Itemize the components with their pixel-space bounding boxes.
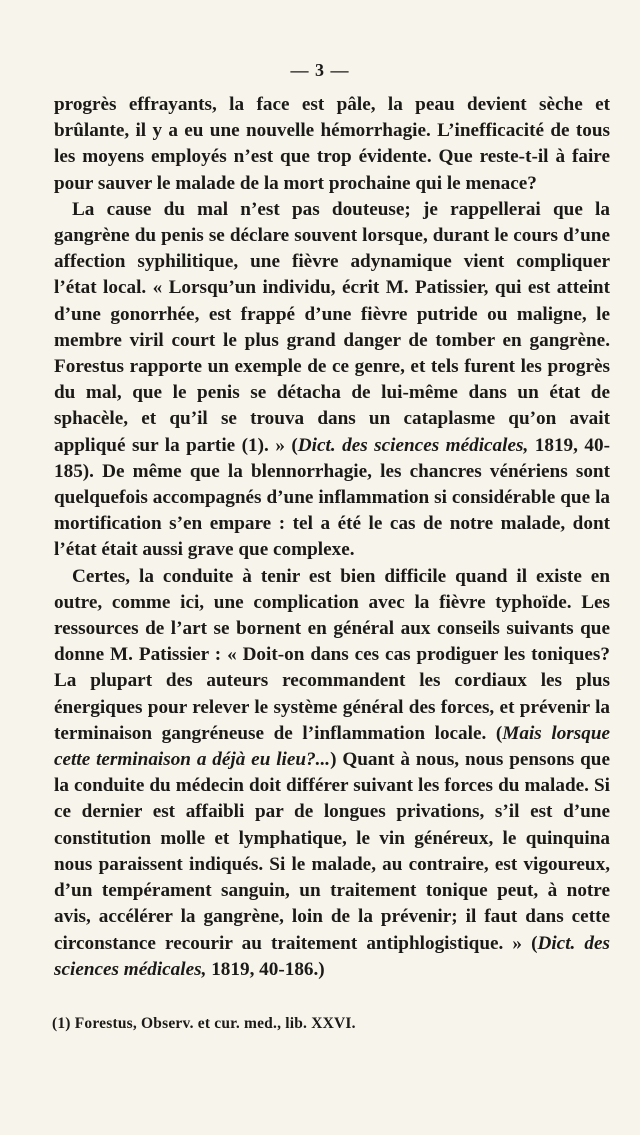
page-number: — 3 — — [290, 60, 350, 80]
paragraph-3-text-cont: ) Quant à nous, nous pensons que la conduite du médecin doit différer suivant les forces du malade. Si ce dernier est affaibli par de longues privations, s’il est d’une constitution molle et lymphatique, le vin généreux, le quinquina nous paraissent indiqués. Si le malade, au contraire, est vigoureux, d’un tempérament sanguin, un traitement tonique peut, à notre avis, accélérer la gangrène, loin de la prévenir; il faut dans cette circonstance recourir au traitement antiphlogistique. » ( — [54, 749, 610, 954]
citation-title: Dict. des sciences médicales, — [297, 434, 529, 456]
paragraph-3-text-end: 1819, 40-186.) — [206, 958, 325, 980]
paragraph-2 — [54, 197, 610, 564]
body-text — [54, 92, 610, 983]
paragraph-2-text-cont: 1819, 40-185). De même que la blennorrhagie, les chancres vénériens sont quelquefois accompagnés d’une inflammation si considérable que la mortification s’en empare : tel a été le cas de notre malade, dont l’état était aussi grave que complexe. — [54, 434, 610, 561]
paragraph-1-text: progrès effrayants, la face est pâle, la peau devient sèche et brûlante, il y a eu une nouvelle hémorrhagie. L’inefficacité de tous les moyens employés n’est que trop évidente. Que reste-t-il à faire pour sauver le malade de la mort prochaine qui le menace? — [54, 94, 610, 194]
citation-title: Dict. des sciences médicales, — [54, 932, 610, 980]
paragraph-2-text: La cause du mal n’est pas douteuse; je rappellerai que la gangrène du penis se déclare souvent lorsque, durant le cours d’une affection syphilitique, une fièvre adynamique vient compliquer l’état local. « Lorsqu’un individu, écrit M. Patissier, qui est atteint d’une gonorrhée, est frappé d’une fièvre putride ou maligne, le membre viril court le plus grand danger de tomber en gangrène. Forestus rapporte un exemple de ce genre, et tels furent les progrès du mal, que le penis se détacha de lui-même dans un état de sphacèle, et qu’il se trouva dans un cataplasme qu’on avait appliqué sur la partie (1). » ( — [54, 198, 610, 456]
paragraph-3 — [54, 564, 610, 983]
paragraph-3-text: Certes, la conduite à tenir est bien difficile quand il existe en outre, comme ici, une complication avec la fièvre typhoïde. Les ressources de l’art se bornent en général aux conseils suivants que donne M. Patissier : « Doit-on dans ces cas prodiguer les toniques? La plupart des auteurs recommandent les cordiaux les plus énergiques pour relever le système général des forces, et prévenir la terminaison gangréneuse de l’inflammation locale. ( — [54, 565, 610, 744]
paragraph-1 — [54, 92, 610, 197]
italic-aside: Mais lorsque cette terminaison a déjà eu lieu?... — [54, 722, 611, 771]
footnote: (1) Forestus, Observ. et cur. med., lib. XXVI. — [52, 1015, 356, 1032]
